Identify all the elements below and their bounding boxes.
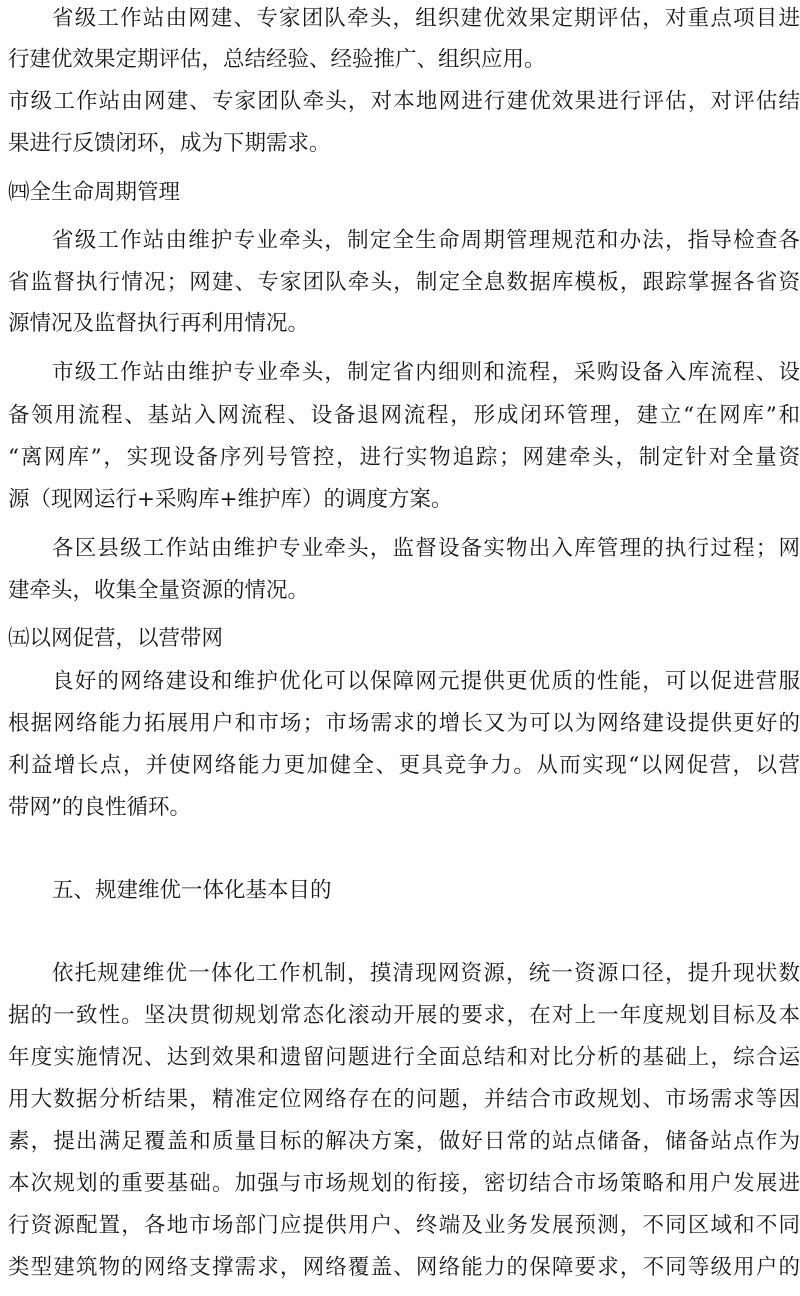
text-line: “离网库”，实现设备序列号管控，进行实物追踪；网建牵头，制定针对全量资 (8, 445, 800, 470)
text-line: 行资源配置，各地市场部门应提供用户、终端及业务发展预测，不同区域和不同 (8, 1213, 800, 1238)
text-line: 省级工作站由维护专业牵头，制定全生命周期管理规范和办法，指导检查各 (52, 228, 800, 253)
text-line: 带网”的良性循环。 (8, 795, 191, 820)
text-line: 素，提出满足覆盖和质量目标的解决方案，做好日常的站点储备，储备站点作为 (8, 1129, 800, 1154)
text-line: 良好的网络建设和维护优化可以保障网元提供更优质的性能，可以促进营服 (52, 669, 800, 694)
text-line: 备领用流程、基站入网流程、设备退网流程，形成闭环管理，建立“在网库”和 (8, 403, 800, 428)
text-line: 行建优效果定期评估，总结经验、经验推广、组织应用。 (8, 47, 546, 72)
text-line: 源（现网运行+采购库+维护库）的调度方案。 (8, 487, 453, 512)
text-line: 据的一致性。坚决贯彻规划常态化滚动开展的要求，在对上一年度规划目标及本 (8, 1003, 800, 1028)
text-line: 建牵头，收集全量资源的情况。 (8, 578, 310, 603)
text-line: 类型建筑物的网络支撑需求，网络覆盖、网络能力的保障要求，不同等级用户的 (8, 1255, 800, 1280)
text-line: 省监督执行情况；网建、专家团队牵头，制定全息数据库模板，跟踪掌握各省资 (8, 270, 800, 295)
text-line: 省级工作站由网建、专家团队牵头，组织建优效果定期评估，对重点项目进 (52, 6, 800, 31)
text-line: 年度实施情况、达到效果和遗留问题进行全面总结和对比分析的基础上，综合运 (8, 1045, 800, 1070)
text-line: 源情况及监督执行再利用情况。 (8, 311, 310, 336)
text-line: 依托规建维优一体化工作机制，摸清现网资源，统一资源口径，提升现状数 (52, 961, 800, 986)
section-subheading: ㈣全生命周期管理 (8, 180, 181, 205)
section-heading: 五、规建维优一体化基本目的 (52, 878, 332, 903)
text-line: 用大数据分析结果，精准定位网络存在的问题，并结合市政规划、市场需求等因 (8, 1087, 800, 1112)
text-line: 根据网络能力拓展用户和市场；市场需求的增长又为可以为网络建设提供更好的 (8, 711, 800, 736)
text-line: 本次规划的重要基础。加强与市场规划的衔接，密切结合市场策略和用户发展进 (8, 1171, 800, 1196)
text-line: 各区县级工作站由维护专业牵头，监督设备实物出入库管理的执行过程；网 (52, 536, 800, 561)
section-subheading: ㈤以网促营，以营带网 (8, 626, 224, 651)
text-line: 果进行反馈闭环，成为下期需求。 (8, 131, 331, 156)
text-line: 利益增长点，并使网络能力更加健全、更具竞争力。从而实现“以网促营，以营 (8, 753, 800, 778)
text-line: 市级工作站由维护专业牵头，制定省内细则和流程，采购设备入库流程、设 (52, 360, 800, 385)
text-line: 市级工作站由网建、专家团队牵头，对本地网进行建优效果进行评估，对评估结 (8, 89, 800, 114)
